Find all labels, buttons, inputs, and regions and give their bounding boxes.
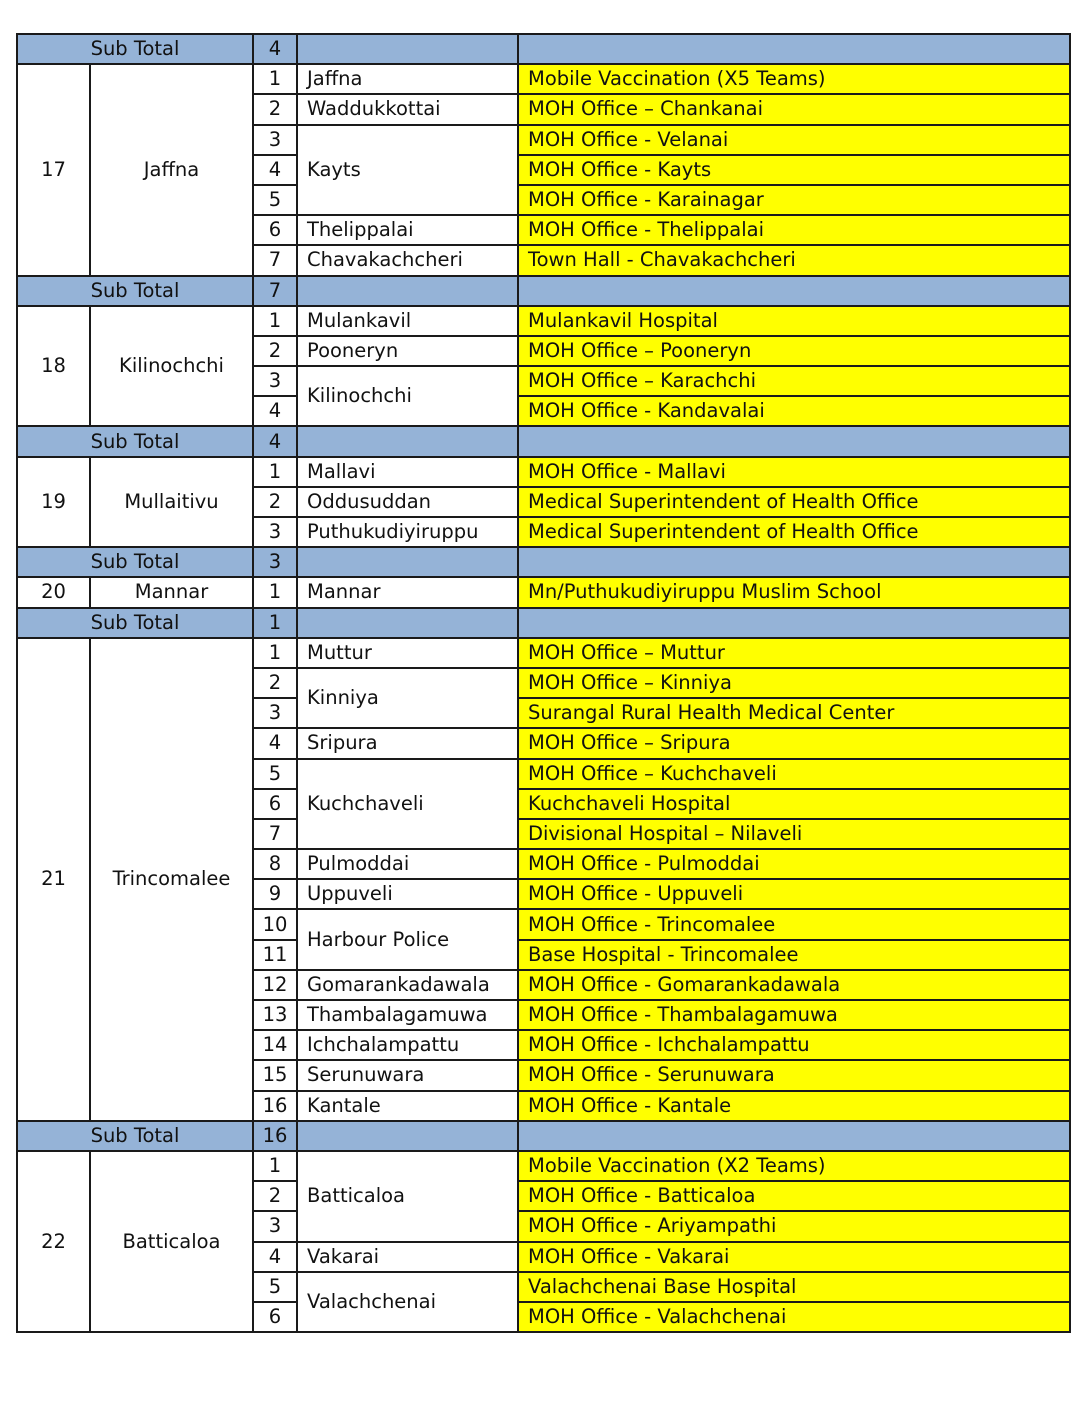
table-row: [17, 64, 1070, 94]
row-index: 3: [253, 517, 297, 547]
subtotal-label: Sub Total: [17, 276, 253, 306]
district-number: 18: [17, 306, 90, 427]
row-index: 13: [253, 1000, 297, 1030]
vaccination-centre: MOH Office – Kuchchaveli: [518, 759, 1070, 789]
row-index: 4: [253, 155, 297, 185]
row-index: 16: [253, 1091, 297, 1121]
vaccination-centre: Base Hospital - Trincomalee: [518, 940, 1070, 970]
vaccination-centre: MOH Office – Chankanai: [518, 94, 1070, 124]
moh-area: Muttur: [297, 638, 518, 668]
vaccination-centre: MOH Office – Sripura: [518, 728, 1070, 758]
vaccination-centre: Medical Superintendent of Health Office: [518, 487, 1070, 517]
moh-area: Harbour Police: [297, 909, 518, 969]
moh-area: Kilinochchi: [297, 366, 518, 426]
vaccination-centre: Surangal Rural Health Medical Center: [518, 698, 1070, 728]
moh-area: Chavakachcheri: [297, 245, 518, 275]
subtotal-empty-centre: [518, 426, 1070, 456]
table-row: [17, 306, 1070, 336]
row-index: 3: [253, 125, 297, 155]
moh-area: Kinniya: [297, 668, 518, 728]
subtotal-count: 3: [253, 547, 297, 577]
district-name: Mannar: [90, 577, 253, 607]
vaccination-centre: MOH Office - Kantale: [518, 1091, 1070, 1121]
row-index: 9: [253, 879, 297, 909]
vaccination-centre: Divisional Hospital – Nilaveli: [518, 819, 1070, 849]
subtotal-row: [17, 1121, 1070, 1151]
subtotal-empty-moh: [297, 608, 518, 638]
row-index: 2: [253, 336, 297, 366]
subtotal-count: 1: [253, 608, 297, 638]
moh-area: Mallavi: [297, 457, 518, 487]
vaccination-centre: MOH Office - Ichchalampattu: [518, 1030, 1070, 1060]
subtotal-count: 4: [253, 426, 297, 456]
row-index: 4: [253, 728, 297, 758]
vaccination-centre: MOH Office - Kayts: [518, 155, 1070, 185]
moh-area: Serunuwara: [297, 1060, 518, 1090]
vaccination-centre: Mobile Vaccination (X5 Teams): [518, 64, 1070, 94]
subtotal-empty-centre: [518, 547, 1070, 577]
subtotal-row: [17, 276, 1070, 306]
row-index: 8: [253, 849, 297, 879]
moh-area: Jaffna: [297, 64, 518, 94]
district-number: 17: [17, 64, 90, 275]
vaccination-centre: Mulankavil Hospital: [518, 306, 1070, 336]
vaccination-centre: Mn/Puthukudiyiruppu Muslim School: [518, 577, 1070, 607]
row-index: 3: [253, 698, 297, 728]
table-row: [17, 577, 1070, 607]
vaccination-centre: Mobile Vaccination (X2 Teams): [518, 1151, 1070, 1181]
subtotal-empty-moh: [297, 276, 518, 306]
table-row: [17, 457, 1070, 487]
row-index: 2: [253, 668, 297, 698]
table-body: [17, 34, 1070, 1332]
moh-area: Batticaloa: [297, 1151, 518, 1242]
row-index: 11: [253, 940, 297, 970]
moh-area: Mannar: [297, 577, 518, 607]
row-index: 6: [253, 789, 297, 819]
district-name: Trincomalee: [90, 638, 253, 1121]
row-index: 3: [253, 1211, 297, 1241]
row-index: 4: [253, 396, 297, 426]
subtotal-row: [17, 547, 1070, 577]
row-index: 10: [253, 909, 297, 939]
subtotal-label: Sub Total: [17, 34, 253, 64]
row-index: 1: [253, 577, 297, 607]
moh-area: Pooneryn: [297, 336, 518, 366]
vaccination-centre: MOH Office - Thelippalai: [518, 215, 1070, 245]
subtotal-count: 7: [253, 276, 297, 306]
table-row: [17, 638, 1070, 668]
moh-area: Gomarankadawala: [297, 970, 518, 1000]
subtotal-count: 4: [253, 34, 297, 64]
district-number: 19: [17, 457, 90, 548]
vaccination-centre: MOH Office – Karachchi: [518, 366, 1070, 396]
moh-area: Vakarai: [297, 1242, 518, 1272]
district-name: Jaffna: [90, 64, 253, 275]
row-index: 6: [253, 215, 297, 245]
subtotal-label: Sub Total: [17, 547, 253, 577]
row-index: 1: [253, 306, 297, 336]
moh-area: Pulmoddai: [297, 849, 518, 879]
subtotal-row: [17, 426, 1070, 456]
moh-area: Puthukudiyiruppu: [297, 517, 518, 547]
moh-area: Mulankavil: [297, 306, 518, 336]
moh-area: Sripura: [297, 728, 518, 758]
district-number: 21: [17, 638, 90, 1121]
row-index: 4: [253, 1242, 297, 1272]
vaccination-centre: MOH Office - Uppuveli: [518, 879, 1070, 909]
vaccination-centre: MOH Office - Velanai: [518, 125, 1070, 155]
vaccination-centre: Kuchchaveli Hospital: [518, 789, 1070, 819]
subtotal-empty-moh: [297, 1121, 518, 1151]
row-index: 1: [253, 64, 297, 94]
row-index: 5: [253, 185, 297, 215]
moh-area: Kayts: [297, 125, 518, 216]
moh-area: Thelippalai: [297, 215, 518, 245]
moh-area: Valachchenai: [297, 1272, 518, 1332]
vaccination-centre: Town Hall - Chavakachcheri: [518, 245, 1070, 275]
district-number: 22: [17, 1151, 90, 1332]
subtotal-empty-centre: [518, 34, 1070, 64]
district-name: Kilinochchi: [90, 306, 253, 427]
row-index: 5: [253, 759, 297, 789]
district-number: 20: [17, 577, 90, 607]
vaccination-centre: MOH Office - Vakarai: [518, 1242, 1070, 1272]
subtotal-label: Sub Total: [17, 426, 253, 456]
vaccination-centre: Medical Superintendent of Health Office: [518, 517, 1070, 547]
moh-area: Ichchalampattu: [297, 1030, 518, 1060]
table-row: [17, 1151, 1070, 1181]
row-index: 2: [253, 487, 297, 517]
vaccination-centre: MOH Office – Pooneryn: [518, 336, 1070, 366]
subtotal-empty-moh: [297, 547, 518, 577]
subtotal-label: Sub Total: [17, 1121, 253, 1151]
district-name: Batticaloa: [90, 1151, 253, 1332]
vaccination-centre: MOH Office - Valachchenai: [518, 1302, 1070, 1332]
vaccination-centre: MOH Office - Ariyampathi: [518, 1211, 1070, 1241]
row-index: 2: [253, 1181, 297, 1211]
vaccination-centres-table: [16, 33, 1071, 1333]
row-index: 1: [253, 638, 297, 668]
moh-area: Uppuveli: [297, 879, 518, 909]
subtotal-empty-centre: [518, 276, 1070, 306]
vaccination-centre: MOH Office - Batticaloa: [518, 1181, 1070, 1211]
subtotal-count: 16: [253, 1121, 297, 1151]
subtotal-empty-moh: [297, 426, 518, 456]
row-index: 2: [253, 94, 297, 124]
subtotal-label: Sub Total: [17, 608, 253, 638]
row-index: 12: [253, 970, 297, 1000]
row-index: 7: [253, 819, 297, 849]
row-index: 3: [253, 366, 297, 396]
moh-area: Waddukkottai: [297, 94, 518, 124]
district-name: Mullaitivu: [90, 457, 253, 548]
vaccination-centre: MOH Office - Serunuwara: [518, 1060, 1070, 1090]
moh-area: Kantale: [297, 1091, 518, 1121]
subtotal-empty-centre: [518, 1121, 1070, 1151]
subtotal-row: [17, 608, 1070, 638]
row-index: 6: [253, 1302, 297, 1332]
moh-area: Oddusuddan: [297, 487, 518, 517]
vaccination-centre: MOH Office - Gomarankadawala: [518, 970, 1070, 1000]
row-index: 1: [253, 1151, 297, 1181]
subtotal-row: [17, 34, 1070, 64]
vaccination-centre: MOH Office – Kinniya: [518, 668, 1070, 698]
vaccination-centre: MOH Office - Karainagar: [518, 185, 1070, 215]
row-index: 15: [253, 1060, 297, 1090]
moh-area: Kuchchaveli: [297, 759, 518, 850]
vaccination-centre: Valachchenai Base Hospital: [518, 1272, 1070, 1302]
row-index: 7: [253, 245, 297, 275]
vaccination-centre: MOH Office - Pulmoddai: [518, 849, 1070, 879]
vaccination-centre: MOH Office – Muttur: [518, 638, 1070, 668]
vaccination-centre: MOH Office - Mallavi: [518, 457, 1070, 487]
moh-area: Thambalagamuwa: [297, 1000, 518, 1030]
vaccination-centre: MOH Office - Kandavalai: [518, 396, 1070, 426]
subtotal-empty-moh: [297, 34, 518, 64]
vaccination-centre: MOH Office - Thambalagamuwa: [518, 1000, 1070, 1030]
row-index: 1: [253, 457, 297, 487]
row-index: 5: [253, 1272, 297, 1302]
vaccination-centre: MOH Office - Trincomalee: [518, 909, 1070, 939]
subtotal-empty-centre: [518, 608, 1070, 638]
row-index: 14: [253, 1030, 297, 1060]
